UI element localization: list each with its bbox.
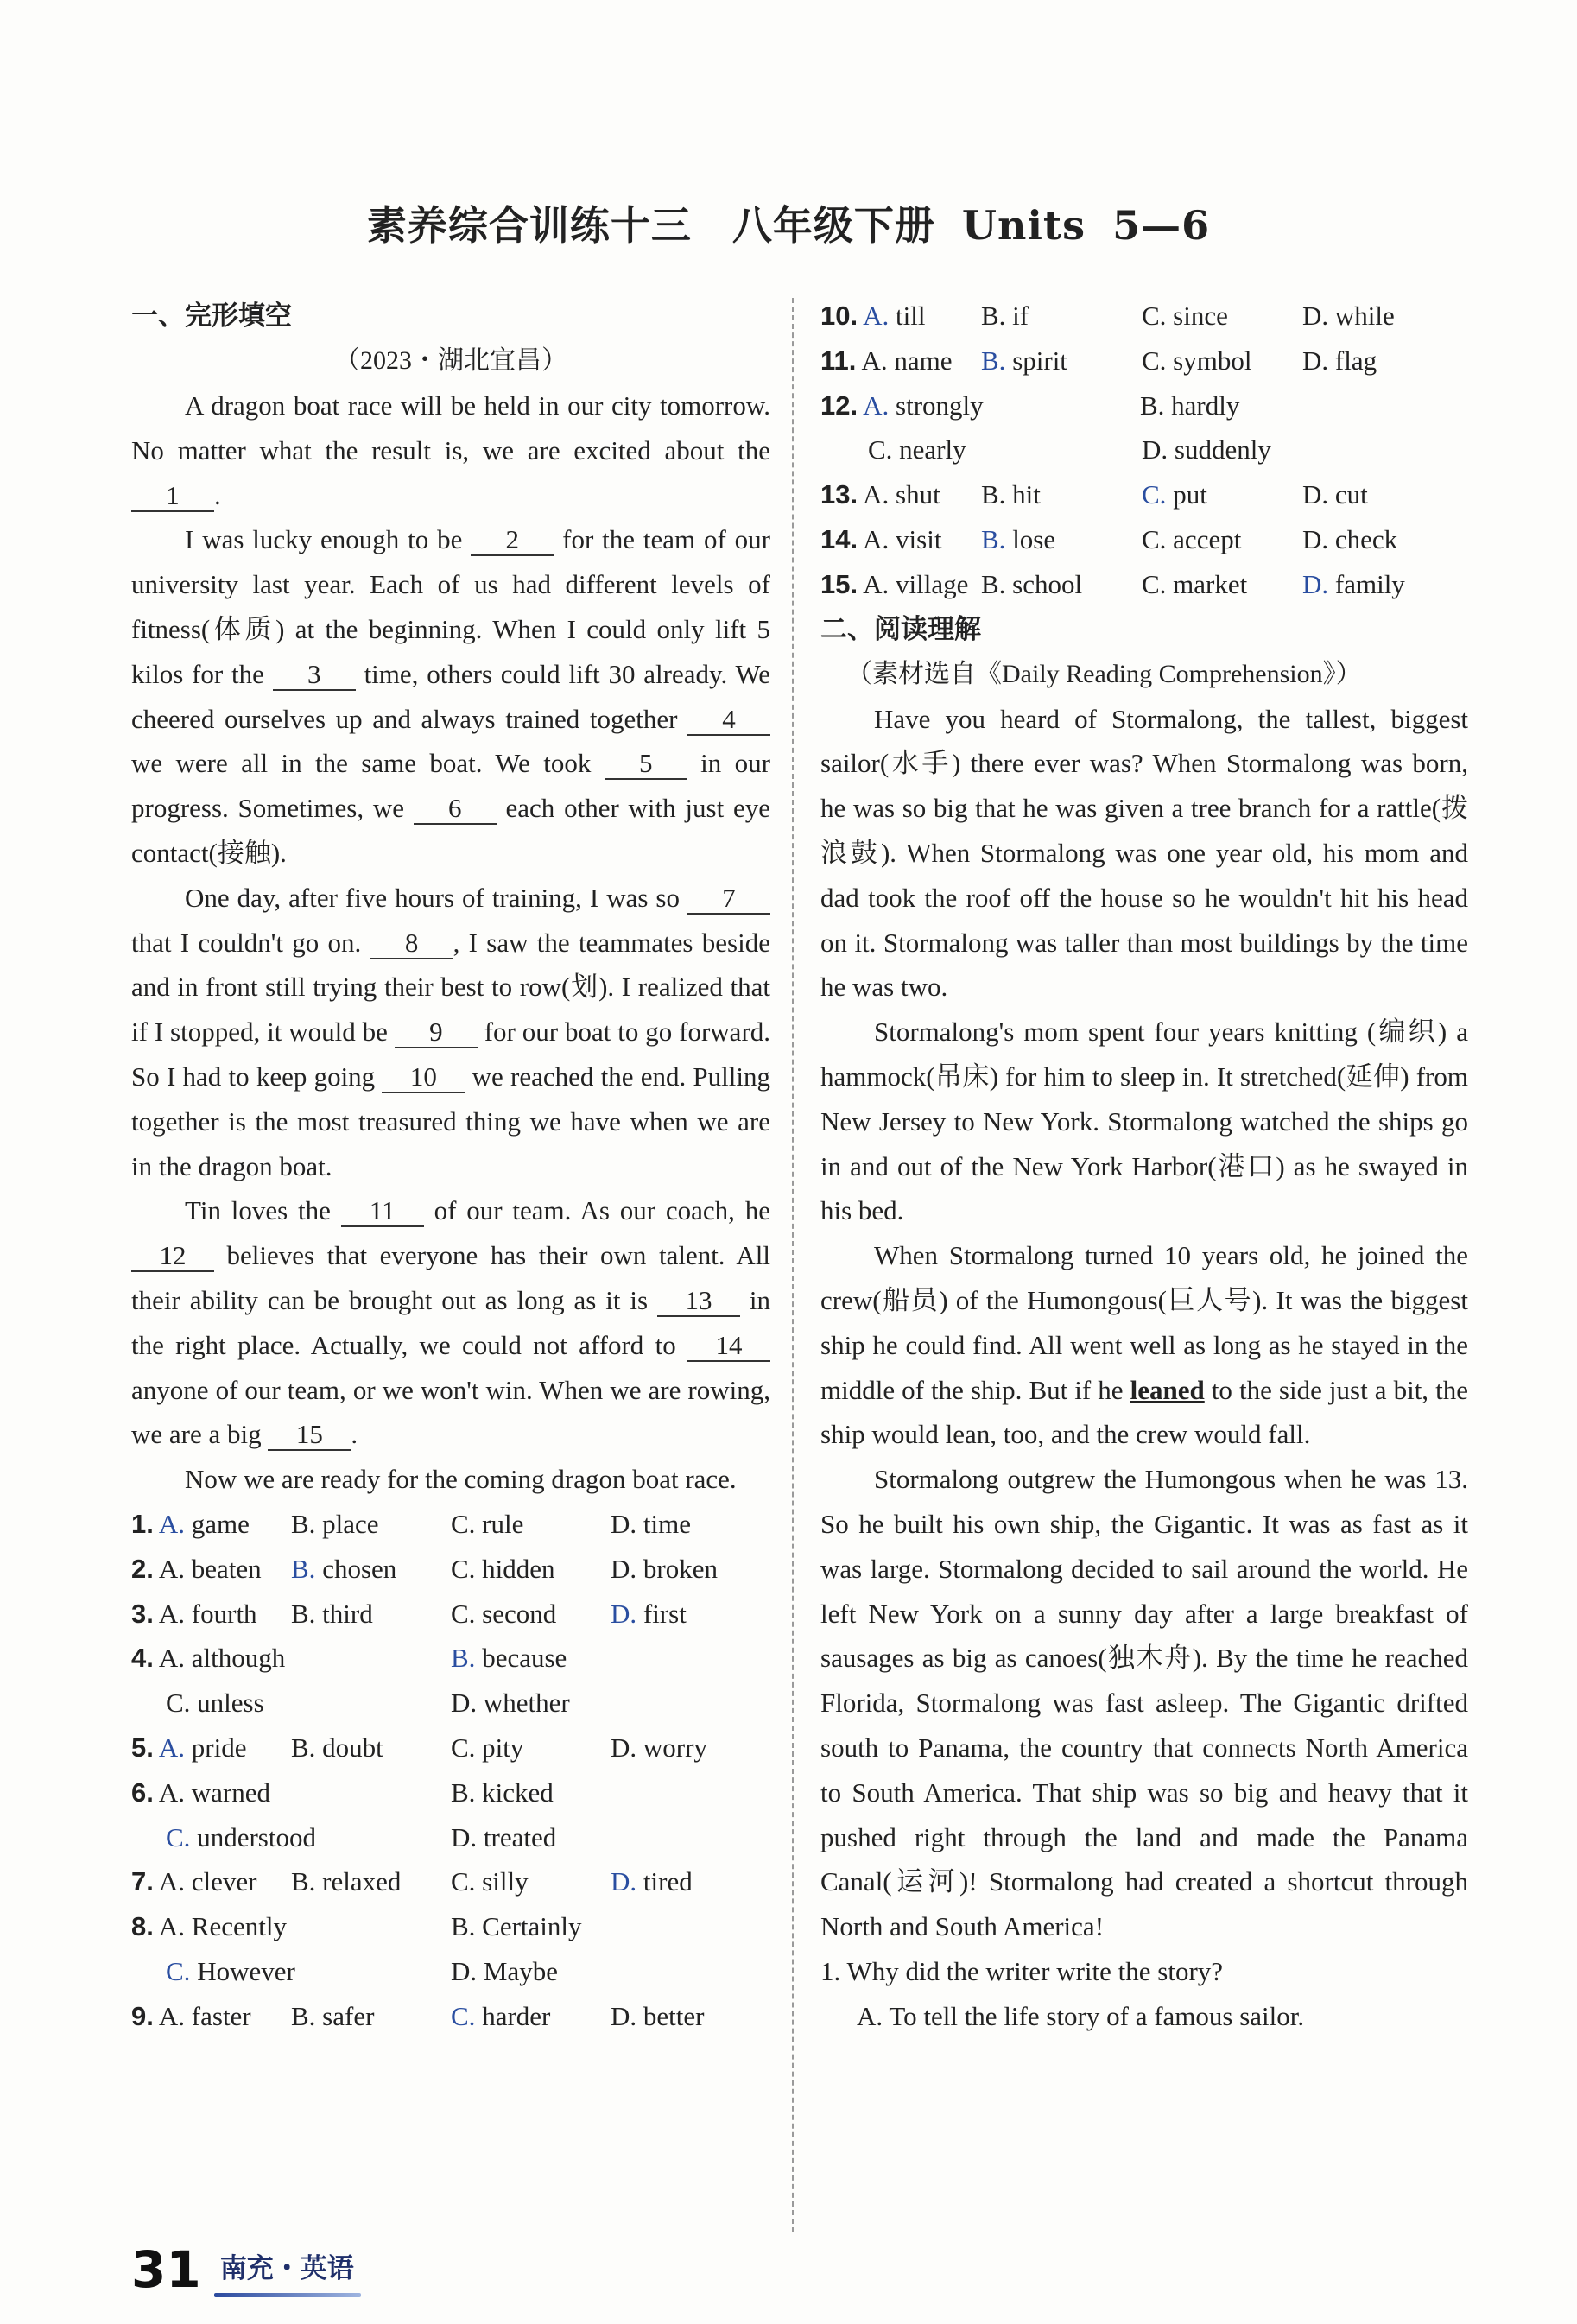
option-row-12b: C. nearly D. suddenly	[868, 434, 1271, 465]
blank-9[interactable]: 9	[395, 1017, 478, 1048]
blank-7[interactable]: 7	[687, 883, 770, 915]
reading-paragraph-2: Stormalong's mom spent four years knitting (编织) a hammock(吊床) for him to sleep in. It stretched(延伸) from New Jersey to New York. Stormalong watched the ships go in and out of the New York Harbor(港口) as he swayed in his bed.	[820, 1016, 1468, 1226]
footer-label: 南充・英语	[219, 2253, 354, 2284]
page-number: 31	[131, 2240, 201, 2299]
option-row-7: 7. A. clever B. relaxed C. silly D. tired	[131, 1866, 693, 1897]
question-1-option-a[interactable]: A. To tell the life story of a famous sailor.	[857, 2000, 1305, 2031]
option-row-6b: C. understood D. treated	[166, 1821, 557, 1852]
blank-3[interactable]: 3	[273, 660, 356, 691]
page-footer	[131, 2228, 354, 2297]
question-1	[820, 1949, 1468, 2039]
blank-6[interactable]: 6	[414, 794, 497, 825]
option-row-9: 9. A. faster B. safer C. harder D. better	[131, 2000, 705, 2031]
blank-14[interactable]: 14	[687, 1331, 770, 1362]
blank-4[interactable]: 4	[687, 705, 770, 736]
cloze-paragraph-4: Tin loves the 11 of our team. As our coach, he 12 believes that everyone has their own talent. All their ability can be brought out as long as it is 13 in the right place. Actually, we could not afford to 14 anyone of our team, or we won't win. When we are rowing, we are a big 15 .	[131, 1195, 771, 1450]
reading-paragraph-3: When Stormalong turned 10 years old, he joined the crew(船员) of the Humongous(巨人号). It was the biggest ship he could find. All went well as long as he stayed in the middle of the ship. But if he leaned to the side just a bit, the ship would lean, too, and the crew would fall.	[820, 1240, 1468, 1450]
right-column	[820, 294, 1468, 2038]
reading-paragraph-1: Have you heard of Stormalong, the tallest, biggest sailor(水手) there ever was? When Stormalong was born, he was so big that he was given a tree branch for a rattle(拨浪鼓). When Stormalong was one year old, his mom and dad took the roof off the house so he wouldn't hit his head on it. Stormalong was taller than most buildings by the time he was two.	[820, 703, 1468, 1003]
option-row-15: 15. A. village B. school C. market D. family	[820, 568, 1405, 599]
option-row-8b: C. However D. Maybe	[166, 1955, 558, 1986]
blank-5[interactable]: 5	[605, 749, 687, 780]
option-row-4b: C. unless D. whether	[166, 1688, 570, 1719]
blank-2[interactable]: 2	[471, 525, 554, 556]
option-row-1: 1. A. game B. place C. rule D. time	[131, 1508, 691, 1539]
cloze-source: （2023・湖北宜昌）	[334, 346, 567, 375]
option-row-12: 12. A. strongly B. hardly	[820, 389, 1240, 421]
option-row-6: 6. A. warned B. kicked	[131, 1776, 554, 1808]
cloze-paragraph-5: Now we are ready for the coming dragon boat race.	[185, 1464, 737, 1495]
option-row-8: 8. A. Recently B. Certainly	[131, 1911, 582, 1942]
blank-8[interactable]: 8	[370, 928, 453, 959]
option-row-13: 13. A. shut B. hit C. put D. cut	[820, 479, 1368, 510]
option-row-14: 14. A. visit B. lose C. accept D. check	[820, 523, 1398, 554]
option-row-11: 11. A. name B. spirit C. symbol D. flag	[820, 345, 1378, 376]
page-title: 素养综合训练十三 八年级下册 Units 5—6	[366, 202, 1211, 249]
blank-11[interactable]: 11	[341, 1196, 424, 1227]
footer-accent-bar	[214, 2293, 361, 2297]
cloze-options-left	[131, 1502, 770, 2039]
left-column	[131, 294, 770, 2038]
option-row-10: 10. A. till B. if C. since D. while	[820, 301, 1395, 331]
cloze-paragraph-3: One day, after five hours of training, I was so 7 that I couldn't go on. 8 , I saw the teammates beside and in front still trying their best to row(划). I realized that if I stopped, it would be 9 for our boat to go forward. So I had to keep going 10 we reached the end. Pulling together is the most treasured thing we have when we are in the dragon boat.	[131, 882, 771, 1181]
blank-13[interactable]: 13	[657, 1286, 740, 1317]
reading-paragraph-4: Stormalong outgrew the Humongous when he was 13. So he built his own ship, the Gigantic. It was as fast as it was large. Stormalong decided to sail around the world. He left New York on a sunny day after a large breakfast of sausages as big as canoes(独木舟). By the time he reached Florida, Stormalong was fast asleep. The Gigantic drifted south to Panama, the country that connects North America to South America. That ship was so big and heavy that it pushed right through the land and made the Panama Canal(运河)! Stormalong had created a shortcut through North and South America!	[820, 1464, 1468, 1942]
blank-1[interactable]: 1	[131, 481, 214, 512]
cloze-paragraph-1: A dragon boat race will be held in our city tomorrow. No matter what the result is, we are excited about the 1 .	[131, 390, 770, 510]
blank-15[interactable]: 15	[268, 1420, 351, 1451]
option-row-2: 2. A. beaten B. chosen C. hidden D. broken	[131, 1553, 718, 1584]
underlined-word: leaned	[1130, 1374, 1205, 1405]
cloze-options-right	[820, 294, 1468, 607]
reading-source: （素材选自《Daily Reading Comprehension》）	[846, 659, 1362, 688]
option-row-4: 4. A. although B. because	[131, 1643, 567, 1674]
option-row-5: 5. A. pride B. doubt C. pity D. worry	[131, 1732, 707, 1763]
question-1-stem: 1. Why did the writer write the story?	[820, 1955, 1224, 1986]
cloze-paragraph-2: I was lucky enough to be 2 for the team of our university last year. Each of us had different levels of fitness(体质) at the beginning. When I could only lift 5 kilos for the 3 time, others could lift 30 already. We cheered ourselves up and always trained together 4 we were all in the same boat. We took 5 in our progress. Sometimes, we 6 each other with just eye contact(接触).	[131, 524, 771, 868]
column-divider	[792, 298, 794, 2232]
blank-12[interactable]: 12	[131, 1241, 214, 1272]
section-heading-cloze: 一、完形填空	[131, 301, 292, 332]
section-heading-reading: 二、阅读理解	[820, 613, 981, 645]
blank-10[interactable]: 10	[382, 1062, 465, 1093]
option-row-3: 3. A. fourth B. third C. second D. first	[131, 1598, 687, 1629]
